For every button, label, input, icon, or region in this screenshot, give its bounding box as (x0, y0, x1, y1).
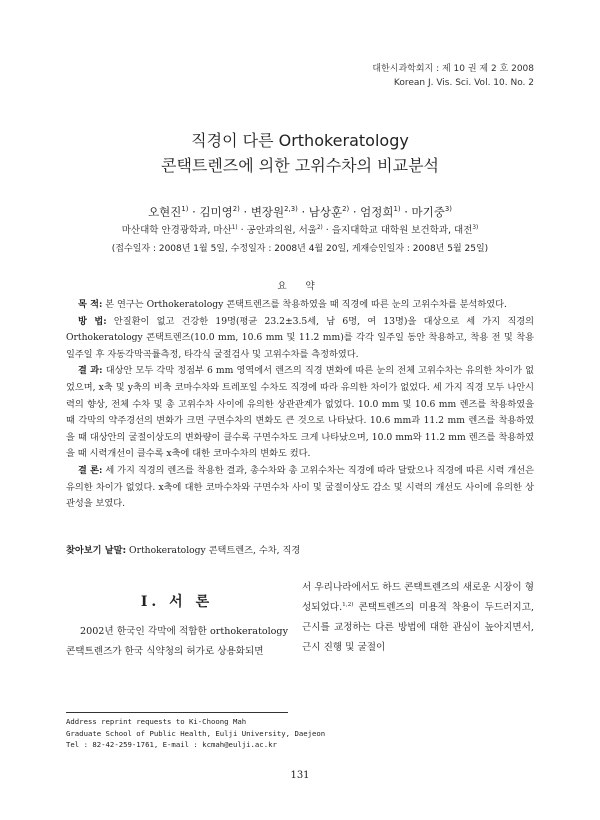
abstract-paragraph-methods: 방 법: 안질환이 없고 건강한 19명(평균 23.2±3.5세, 남 6명, 여 13명)을 대상으로 세 가지 직경의 Orthokeratology 콘택트렌즈(10.0 mm, 10.6 mm 및 11.2 mm)를 각각 일주일 동안 착용하고, 착용 전 및 착용 일주일 후 자동각막곡률측정, 타각식 굴절검사 및 고위수차를 측정하였다. (66, 315, 534, 360)
keywords (66, 542, 534, 556)
submission-dates: (접수일자 : 2008년 1월 5일, 수정일자 : 2008년 4월 20일, 게재승인일자 : 2008년 5월 25일) (111, 244, 489, 254)
keywords-label: 찾아보기 낱말: (66, 545, 127, 556)
author: 김미영$^{2)}$ (199, 205, 240, 219)
author: 변장원$^{2,3)}$ (250, 205, 298, 219)
author: 마기중$^{3)}$ (411, 205, 452, 219)
journal-korean: 대한시과학회지 : 제 10 권 제 2 호 2008 (372, 64, 534, 74)
author-list: 오현진$^{1)}$ · 김미영$^{2)}$ · 변장원$^{2,3)}$ · 남상훈$^{2)}$ · 엄정희$^{1)}$ · 마기중$^{3)}$ (148, 205, 452, 219)
affiliation: 마산대학 안경광학과, 마산$^{1)}$ (121, 224, 238, 236)
affiliation: 공안과의원, 서울$^{2)}$ (246, 224, 323, 236)
intro-left-column: 2002년 한국인 각막에 적합한 orthokeratology 콘택트렌즈가 한국 식약청의 허가로 상용화되면 (66, 626, 288, 657)
section-title-introduction: I. 서 론 (140, 594, 214, 610)
footnote-rule (66, 712, 288, 713)
paper-title-line2: 콘택트렌즈에 의한 고위수차의 비교분석 (160, 156, 439, 175)
page-number: 131 (290, 770, 310, 781)
journal-english: Korean J. Vis. Sci. Vol. 10. No. 2 (393, 78, 534, 88)
author: 오현진$^{1)}$ (148, 205, 189, 219)
abstract-paragraph-conclusion: 결 론: 세 가지 직경의 렌즈를 착용한 결과, 총수차와 총 고위수차는 직경에 따라 달랐으나 직경에 따른 시력 개선은 유의한 차이가 없었다. x축에 대한 코마수차와 구면수차 사이 및 굴절이상도 감소 및 시력의 개선도 사이에 유의한 상관성을 보였다. (66, 464, 535, 510)
author: 남상훈$^{2)}$ (308, 205, 350, 219)
journal-citation (372, 62, 534, 90)
intro-right-column: 서 우리나라에서도 하드 콘택트렌즈의 새로운 시장이 형성되었다.$^{1,2)}$ 콘택트렌즈의 미용적 착용이 두드러지고, 근시를 교정하는 다른 방법에 대한 관심이 높아지면서, 근시 진행 및 굴절이 (302, 582, 534, 653)
keywords-text: Orthokeratology 콘택트렌즈, 수차, 직경 (129, 545, 301, 556)
author: 엄정희$^{1)}$ (360, 205, 401, 219)
abstract-paragraph-results: 결 과: 대상안 모두 각막 정점부 6 mm 영역에서 렌즈의 직경 변화에 따른 눈의 전체 고위수차는 유의한 차이가 없었으며, x축 및 y축의 비축 코마수차와 트레포일 수차도 직경에 따라 유의한 차이가 없었다. 세 가지 직경 모두 나안시력의 향상, 전체 수차 및 총 고위수차 사이에 유의한 상관관계가 없었다. 10.0 mm 및 10.6 mm 렌즈를 착용하였을 때 각막의 약주경선의 변화가 크면 구면수차의 변화도 큰 것으로 나타났다. 10.6 mm과 11.2 mm 렌즈를 착용하였을 때 대상안의 굴절이상도의 변화량이 클수록 구면수차도 크게 나타났으며, 10.0 mm와 11.2 mm 렌즈를 착용하였을 때 시력개선이 클수록 x축에 대한 코마수차의 변화도 컸다. (66, 365, 534, 460)
abstract-heading: 요 약 (277, 281, 323, 292)
paper-title-line1: 직경이 다른 Orthokeratology (191, 131, 409, 150)
abstract-body (66, 297, 534, 513)
affiliation: 을지대학교 대학원 보건학과, 대전$^{3)}$ (331, 224, 479, 236)
correspondence-footnote: Address reprint requests to Ki-Choong Mah Graduate School of Public Health, Eulji University, Daejeon Tel : 82-42-259-1761, E-mail : kcmah@eulji.ac.kr (66, 717, 326, 749)
affiliations: 마산대학 안경광학과, 마산$^{1)}$ · 공안과의원, 서울$^{2)}$ · 을지대학교 대학원 보건학과, 대전$^{3)}$ (121, 224, 479, 236)
abstract-paragraph-purpose: 목 적: 본 연구는 Orthokeratology 콘택트렌즈를 착용하였을 때 직경에 따른 눈의 고위수차를 분석하였다. (78, 299, 507, 310)
